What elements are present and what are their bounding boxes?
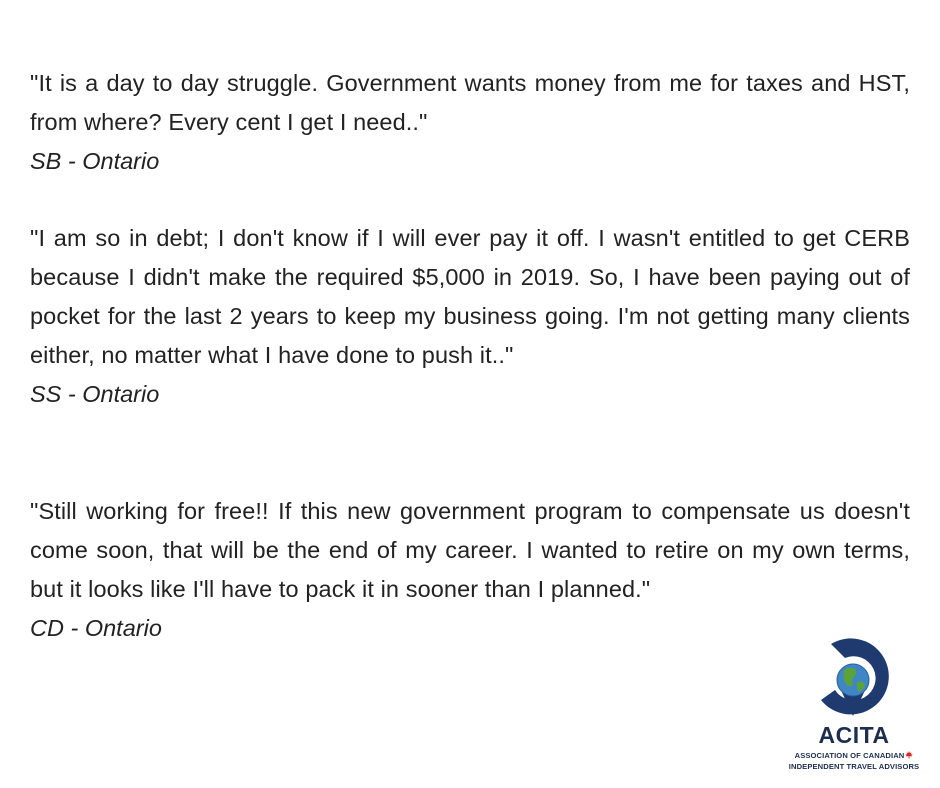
quote-3 [30,492,910,648]
quote-author: CD - Ontario [30,615,162,641]
quote-2 [30,219,910,414]
quotes-list [30,64,910,648]
maple-leaf-icon [905,751,913,759]
acita-logo [786,638,922,778]
globe-logo-icon [811,638,895,722]
logo-tagline-1 [786,751,922,760]
spacer [30,181,910,219]
quote-author: SS - Ontario [30,381,160,407]
quote-1 [30,64,910,181]
quote-author: SB - Ontario [30,148,160,174]
logo-acronym: ACITA [818,722,890,748]
logo-tagline-2: INDEPENDENT TRAVEL ADVISORS [788,762,920,771]
quote-text: "I am so in debt; I don't know if I will ever pay it off. I wasn't entitled to get CERB because I didn't make the required $5,000 in 2019. So, I have been paying out of pocket for the last 2 years to keep my business going. I'm not getting many clients either, no matter what I have done to push it.." [30,225,910,368]
quote-text: "It is a day to day struggle. Government wants money from me for taxes and HST, from where? Every cent I get I need.." [30,70,910,135]
spacer [30,414,910,492]
quote-text: "Still working for free!! If this new government program to compensate us doesn't come soon, that will be the end of my career. I wanted to retire on my own terms, but it looks like I'll have to pack it in sooner than I planned." [30,498,910,602]
logo-tagline-1-text: ASSOCIATION OF CANADIAN [794,751,905,760]
